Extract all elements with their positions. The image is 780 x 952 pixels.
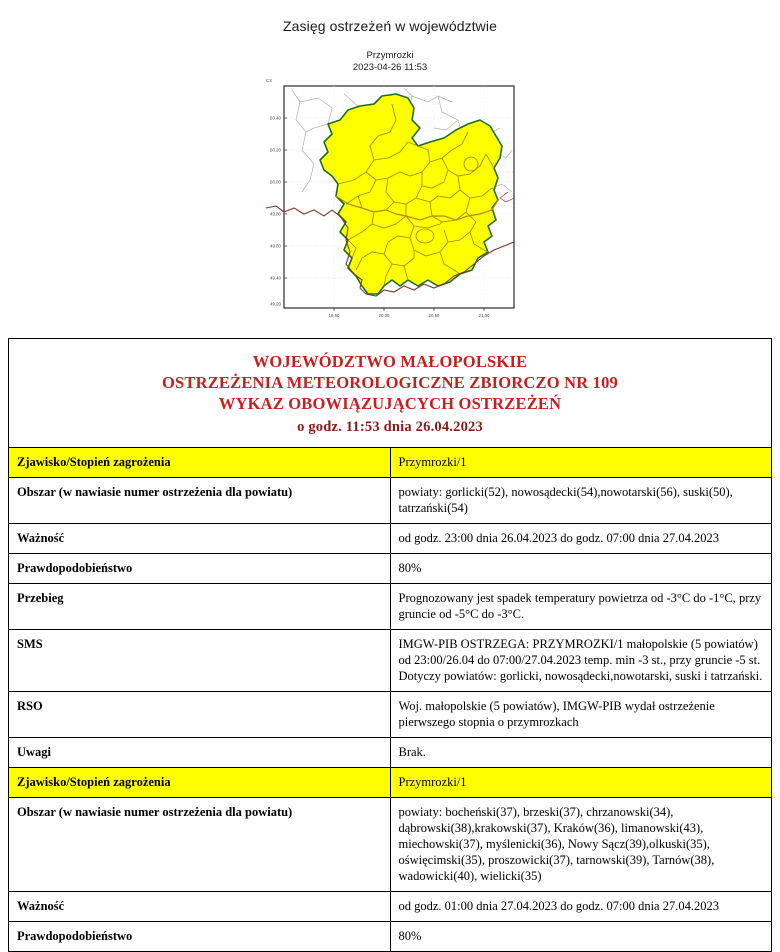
table-row	[9, 584, 772, 630]
y-tick-6: 49.20	[270, 301, 281, 307]
row-value: Brak.	[390, 738, 772, 768]
table-row	[9, 922, 772, 952]
map-caption-phenomenon: Przymrozki	[366, 50, 414, 61]
title-line-voivodeship: WOJEWÓDZTWO MAŁOPOLSKIE	[252, 352, 528, 371]
table-row	[9, 798, 772, 892]
page-title: Zasięg ostrzeżeń w województwie	[283, 18, 497, 34]
title-line-issue-time: o godz. 11:53 dnia 26.04.2023	[297, 419, 483, 435]
table-title-row	[9, 339, 772, 448]
table-row	[9, 524, 772, 554]
x-tick-0: 19.50	[328, 313, 340, 318]
table-row	[9, 892, 772, 922]
row-label: Prawdopodobieństwo	[9, 922, 391, 952]
row-label: RSO	[9, 692, 391, 738]
y-tick-3: 49.80	[270, 211, 281, 217]
row-label: Uwagi	[9, 738, 391, 768]
table-row	[9, 738, 772, 768]
row-value: od godz. 01:00 dnia 27.04.2023 do godz. 07:00 dnia 27.04.2023	[390, 892, 772, 922]
table-row	[9, 630, 772, 692]
row-value: od godz. 23:00 dnia 26.04.2023 do godz. 07:00 dnia 27.04.2023	[390, 524, 772, 554]
row-value: Przymrozki/1	[390, 448, 772, 478]
row-label: SMS	[9, 630, 391, 692]
y-tick-0: 50.40	[270, 115, 281, 121]
row-value: Woj. małopolskie (5 powiatów), IMGW-PIB wydał ostrzeżenie pierwszego stopnia o przymrozkach	[390, 692, 772, 738]
row-label: Obszar (w nawiasie numer ostrzeżenia dla powiatu)	[9, 798, 391, 892]
y-tick-1: 50.20	[270, 147, 281, 153]
row-value: powiaty: gorlicki(52), nowosądecki(54),nowotarski(56), suski(50), tatrzański(54)	[390, 478, 772, 524]
row-label: Zjawisko/Stopień zagrożenia	[9, 768, 391, 798]
row-value: 80%	[390, 922, 772, 952]
table-row	[9, 692, 772, 738]
table-row	[9, 554, 772, 584]
table-row	[9, 448, 772, 478]
row-value: Przymrozki/1	[390, 768, 772, 798]
table-row	[9, 478, 772, 524]
y-tick-4: 49.60	[270, 243, 281, 249]
row-label: Przebieg	[9, 584, 391, 630]
row-label: Ważność	[9, 892, 391, 922]
row-label: Prawdopodobieństwo	[9, 554, 391, 584]
row-value: Prognozowany jest spadek temperatury powietrza od -3°C do -1°C, przy gruncie od -5°C do -3°C.	[390, 584, 772, 630]
row-value: IMGW-PIB OSTRZEGA: PRZYMROZKI/1 małopolskie (5 powiatów) od 23:00/26.04 do 07:00/27.04.2023 temp. min -3 st., przy gruncie -5 st. Dotyczy powiatów: gorlicki, nowosądecki,nowotarski, suski i tatrzański.	[390, 630, 772, 692]
row-value: powiaty: bocheński(37), brzeski(37), chrzanowski(34), dąbrowski(38),krakowski(37), Kraków(36), limanowski(43), miechowski(37), myślenicki(36), Nowy Sącz(39),olkuski(35), oświęcimski(35), proszowicki(37), tarnowski(39), Tarnów(38), wadowicki(40), wielicki(35)	[390, 798, 772, 892]
warning-map-block	[0, 50, 780, 322]
x-tick-3: 21.00	[478, 313, 490, 318]
x-tick-1: 20.00	[378, 313, 390, 318]
title-line-list-heading: WYKAZ OBOWIĄZUJĄCYCH OSTRZEŻEŃ	[218, 394, 562, 413]
row-label: Zjawisko/Stopień zagrożenia	[9, 448, 391, 478]
y-tick-5: 49.40	[270, 275, 281, 281]
map-x-axis-labels	[329, 313, 491, 318]
row-label: Ważność	[9, 524, 391, 554]
x-tick-2: 20.50	[428, 313, 440, 318]
map-corner-label: CS	[266, 78, 273, 83]
map-caption-datetime: 2023-04-26 11:53	[352, 62, 428, 73]
table-title-cell	[9, 339, 772, 448]
table-row	[9, 768, 772, 798]
map-y-axis-labels	[270, 116, 282, 307]
row-value: 80%	[390, 554, 772, 584]
warnings-table	[8, 338, 772, 952]
malopolskie-warning-map	[262, 80, 518, 322]
title-line-warning-number: OSTRZEŻENIA METEOROLOGICZNE ZBIORCZO NR 109	[161, 373, 619, 392]
warnings-table-body	[9, 339, 772, 952]
row-label: Obszar (w nawiasie numer ostrzeżenia dla powiatu)	[9, 478, 391, 524]
y-tick-2: 50.00	[270, 179, 281, 185]
map-figure	[262, 80, 518, 322]
